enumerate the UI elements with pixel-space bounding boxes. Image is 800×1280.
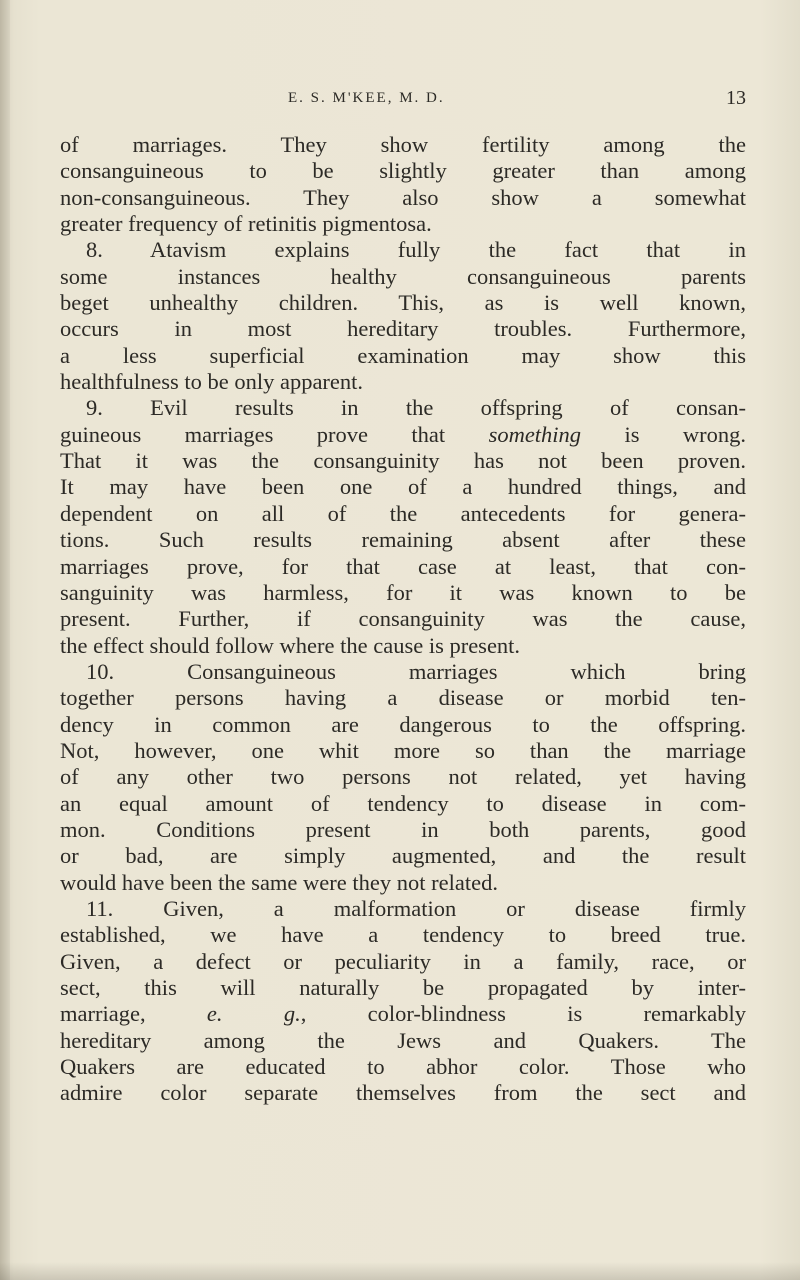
page-number: 13 <box>726 87 746 109</box>
text-segment: Not, however, one whit more so than the marriage <box>60 737 746 763</box>
text-line <box>60 843 746 869</box>
text-segment: would have been the same were they not related. <box>60 869 498 895</box>
text-line <box>60 896 746 922</box>
text-segment: Quakers are educated to abhor color. Those who <box>60 1054 746 1080</box>
text-line <box>60 817 746 843</box>
text-line <box>60 132 746 158</box>
text-segment: tions. Such results remaining absent after these <box>60 527 746 553</box>
text-segment: 9. Evil results in the offspring of consan- <box>86 395 746 421</box>
text-line <box>60 395 746 421</box>
text-segment: some instances healthy consanguineous parents <box>60 263 746 289</box>
text-line <box>60 158 746 184</box>
text-segment: non-consanguineous. They also show a somewhat <box>60 184 746 210</box>
text-segment: of any other two persons not related, yet having <box>60 764 746 790</box>
text-line <box>60 343 746 369</box>
text-segment: 10. Consanguineous marriages which bring <box>86 658 746 684</box>
text-segment: Given, a defect or peculiarity in a family, race, or <box>60 948 746 974</box>
text-line <box>60 1054 746 1080</box>
text-line <box>60 791 746 817</box>
text-line <box>60 316 746 342</box>
text-line <box>60 580 746 606</box>
text-segment: of marriages. They show fertility among the <box>60 132 746 157</box>
text-segment: marriage, <box>60 1001 207 1027</box>
text-line <box>60 1028 746 1054</box>
text-line <box>60 290 746 316</box>
text-segment: admire color separate themselves from the sect and <box>60 1080 746 1106</box>
text-line <box>60 422 746 448</box>
text-segment: 8. Atavism explains fully the fact that in <box>86 237 746 263</box>
text-line <box>60 685 746 711</box>
text-segment: consanguineous to be slightly greater than among <box>60 158 746 184</box>
text-line <box>60 474 746 500</box>
text-segment: established, we have a tendency to breed true. <box>60 922 746 948</box>
text-line <box>60 949 746 975</box>
text-line <box>60 554 746 580</box>
text-line <box>60 1001 746 1027</box>
text-line <box>60 264 746 290</box>
page-header <box>60 86 746 110</box>
text-line <box>60 738 746 764</box>
text-segment: the effect should follow where the cause is present. <box>60 632 521 658</box>
page-bottom-shadow <box>0 1262 800 1280</box>
text-segment: hereditary among the Jews and Quakers. The <box>60 1027 746 1053</box>
text-line <box>60 448 746 474</box>
text-segment: That it was the consanguinity has not been proven. <box>60 448 746 474</box>
italic-text: e. g. <box>206 1001 301 1027</box>
page-binding-edge <box>0 0 10 1280</box>
text-line <box>60 712 746 738</box>
text-line <box>60 659 746 685</box>
text-segment: occurs in most hereditary troubles. Furthermore, <box>60 316 746 342</box>
text-segment: marriages prove, for that case at least, that con- <box>60 553 746 579</box>
body-text <box>60 132 746 1107</box>
text-segment: is wrong. <box>581 421 747 447</box>
text-segment: guineous marriages prove that <box>60 421 489 447</box>
text-line <box>60 764 746 790</box>
text-segment: together persons having a disease or morbid ten- <box>60 685 746 711</box>
text-line <box>60 185 746 211</box>
text-segment: present. Further, if consanguinity was the cause, <box>60 606 746 632</box>
text-line <box>60 501 746 527</box>
text-segment: a less superficial examination may show this <box>60 342 746 368</box>
text-segment: healthfulness to be only apparent. <box>60 369 364 395</box>
text-segment: dependent on all of the antecedents for genera- <box>60 500 746 526</box>
text-line <box>60 922 746 948</box>
italic-text: something <box>488 421 582 447</box>
text-line <box>60 527 746 553</box>
text-line <box>60 211 746 237</box>
running-head: E. S. M'KEE, M. D. <box>288 90 445 106</box>
text-line <box>60 975 746 1001</box>
text-line <box>60 1080 746 1106</box>
text-segment: beget unhealthy children. This, as is well known, <box>60 290 746 316</box>
text-segment: , color-blindness is remarkably <box>300 1001 746 1027</box>
text-line <box>60 369 746 395</box>
text-segment: greater frequency of retinitis pigmentosa. <box>60 211 432 237</box>
text-line <box>60 237 746 263</box>
text-segment: dency in common are dangerous to the offspring. <box>60 711 746 737</box>
text-line <box>60 870 746 896</box>
text-segment: It may have been one of a hundred things, and <box>60 474 746 500</box>
text-line <box>60 633 746 659</box>
text-segment: an equal amount of tendency to disease in com- <box>60 790 746 816</box>
text-segment: sect, this will naturally be propagated by inter- <box>60 975 746 1000</box>
text-segment: sanguinity was harmless, for it was known to be <box>60 579 746 605</box>
text-segment: 11. Given, a malformation or disease firmly <box>86 895 746 921</box>
text-segment: mon. Conditions present in both parents, good <box>60 816 746 842</box>
text-line <box>60 606 746 632</box>
text-segment: or bad, are simply augmented, and the result <box>60 843 746 869</box>
